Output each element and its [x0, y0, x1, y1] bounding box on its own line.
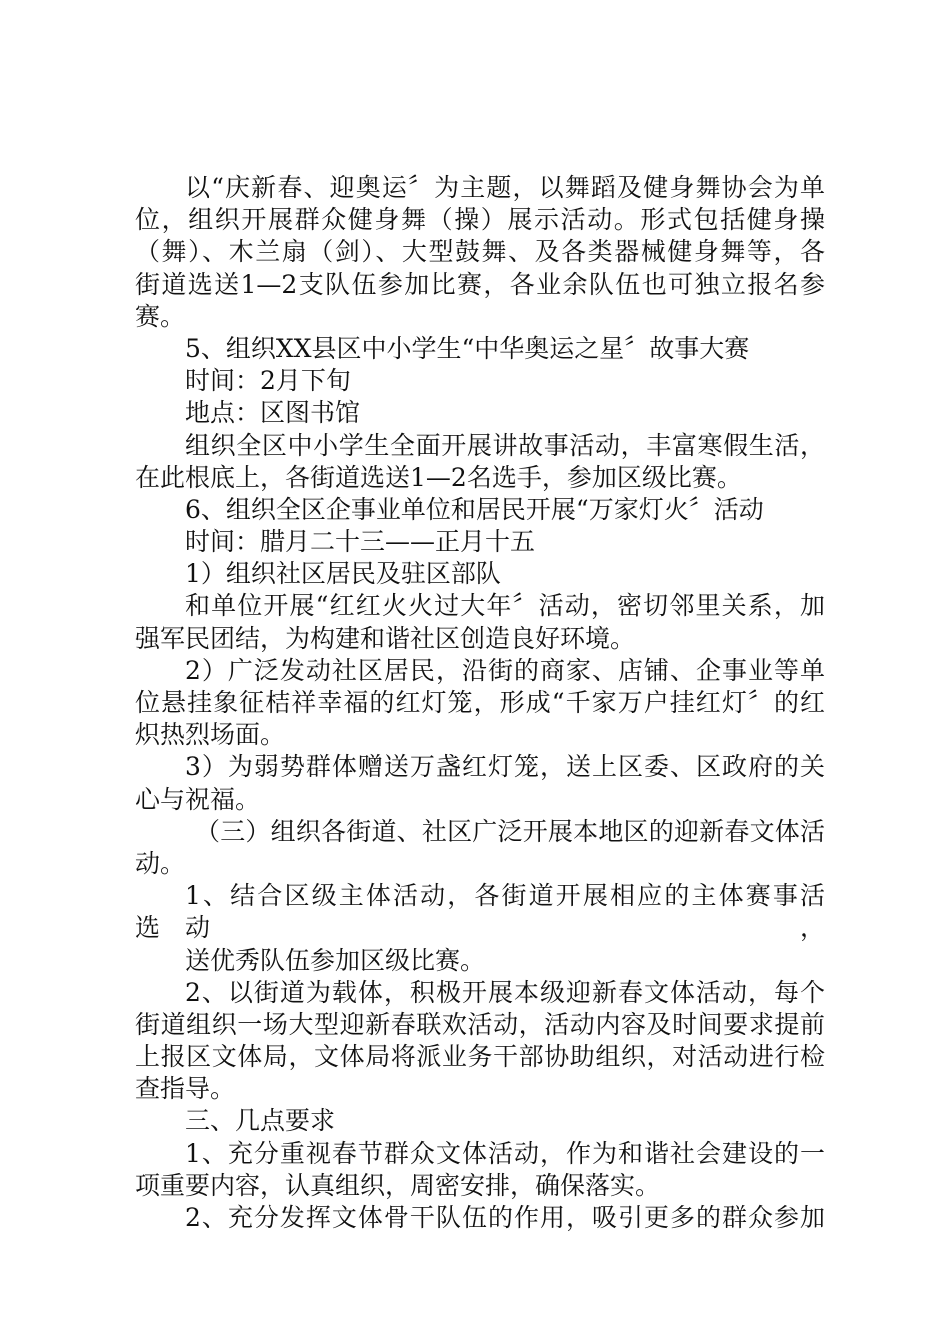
paragraph-line: 心与祝福。 — [135, 784, 261, 814]
document-body — [135, 172, 825, 1234]
paragraph-line: 强军民团结，为构建和谐社区创造良好环境。 — [135, 623, 636, 653]
paragraph-line: 炽热烈场面。 — [135, 720, 286, 750]
list-item: 1、充分重视春节群众文体活动，作为和谐社会建设的一 — [185, 1138, 825, 1168]
paragraph-line: 街道组织一场大型迎新春联欢活动，活动内容及时间要求提前 — [135, 1009, 825, 1039]
paragraph-line: 赛。 — [135, 301, 186, 331]
section-heading: 三、几点要求 — [185, 1106, 336, 1136]
paragraph-line: 组织全区中小学生全面开展讲故事活动，丰富寒假生活， — [185, 430, 825, 460]
list-item: 2、充分发挥文体骨干队伍的作用，吸引更多的群众参加 — [185, 1203, 825, 1232]
paragraph-line: 和单位开展“红红火火过大年〞活动，密切邻里关系，加 — [185, 591, 825, 621]
section-heading: 6、组织全区企事业单位和居民开展“万家灯火〞活动 — [185, 494, 764, 524]
paragraph-line: （舞）、木兰扇（剑）、大型鼓舞、及各类器械健身舞等，各 — [135, 237, 825, 267]
list-item: 3）为弱势群体赠送万盏红灯笼，送上区委、区政府的关 — [185, 752, 825, 782]
event-time: 时间：2月下旬 — [185, 366, 351, 396]
paragraph-line: 以“庆新春、迎奥运〞为主题，以舞蹈及健身舞协会为单 — [185, 173, 825, 202]
list-item: 2）广泛发动社区居民，沿街的商家、店铺、企事业等单 — [185, 655, 825, 685]
paragraph-line: 选 — [135, 913, 161, 943]
list-item: 1、结合区级主体活动，各街道开展相应的主体赛事活动， — [185, 881, 825, 943]
event-location: 地点：区图书馆 — [185, 398, 361, 428]
paragraph-line: 送优秀队伍参加区级比赛。 — [185, 945, 486, 975]
paragraph-line: 位悬挂象征桔祥幸福的红灯笼，形成“千家万户挂红灯〞的红 — [135, 688, 825, 717]
paragraph-line: 查指导。 — [135, 1074, 236, 1104]
paragraph-line: 上报区文体局，文体局将派业务干部协助组织，对活动进行检 — [135, 1042, 825, 1072]
list-item: 2、以街道为载体，积极开展本级迎新春文体活动，每个 — [185, 977, 825, 1007]
section-heading: （三）组织各街道、社区广泛开展本地区的迎新春文体活 — [195, 816, 825, 846]
paragraph-line: 位，组织开展群众健身舞（操）展示活动。形式包括健身操 — [135, 205, 825, 235]
section-heading: 动。 — [135, 848, 186, 878]
paragraph-line: 在此根底上，各街道选送1—2名选手，参加区级比赛。 — [135, 462, 742, 492]
paragraph-line: 街道选送1—2支队伍参加比赛，各业余队伍也可独立报名参 — [135, 269, 825, 299]
event-time: 时间：腊月二十三——正月十五 — [185, 527, 536, 557]
list-item: 1）组织社区居民及驻区部队 — [185, 559, 501, 589]
section-heading: 5、组织XX县区中小学生“中华奥运之星〞故事大赛 — [185, 333, 750, 363]
paragraph-line: 项重要内容，认真组织，周密安排，确保落实。 — [135, 1170, 661, 1200]
